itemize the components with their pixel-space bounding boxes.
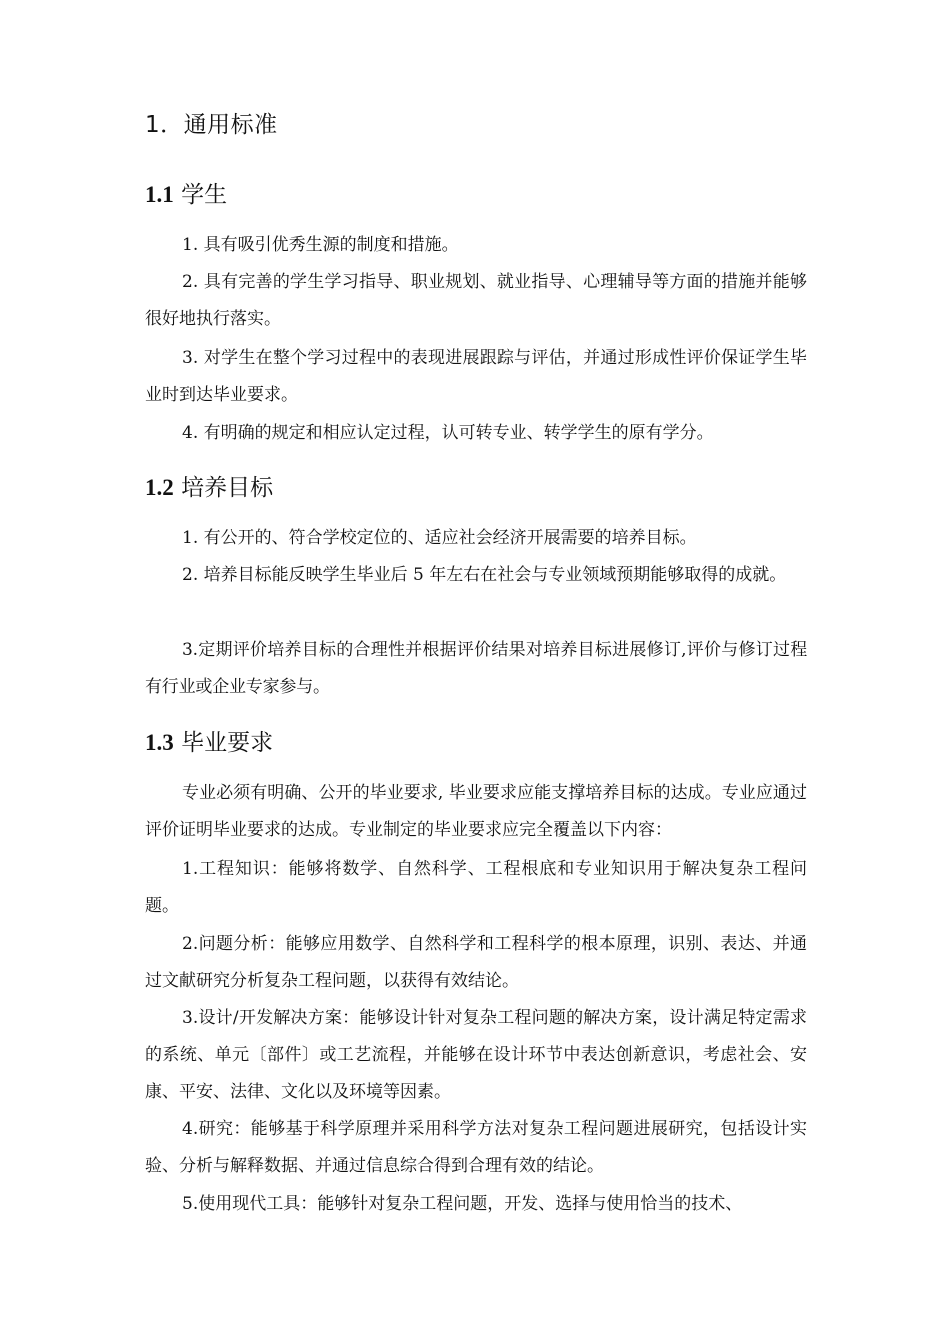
paragraph: 2. 具有完善的学生学习指导、职业规划、就业指导、心理辅导等方面的措施并能够很好地执行落实。 bbox=[145, 272, 807, 329]
paragraph: 3.设计/开发解决方案：能够设计针对复杂工程问题的解决方案，设计满足特定需求的系统、单元〔部件〕或工艺流程，并能够在设计环节中表达创新意识，考虑社会、安康、平安、法律、文化以及环境等因素。 bbox=[145, 1008, 807, 1102]
paragraph: 1.工程知识：能够将数学、自然科学、工程根底和专业知识用于解决复杂工程问题。 bbox=[145, 859, 807, 916]
paragraph: 2.问题分析：能够应用数学、自然科学和工程科学的根本原理，识别、表达、并通过文献研究分析复杂工程问题，以获得有效结论。 bbox=[145, 934, 807, 991]
section-number: 1.1 bbox=[145, 182, 174, 207]
paragraph: 4.研究：能够基于科学原理并采用科学方法对复杂工程问题进展研究，包括设计实验、分析与解释数据、并通过信息综合得到合理有效的结论。 bbox=[145, 1119, 807, 1176]
section-heading-students bbox=[145, 178, 227, 212]
section-title: 毕业要求 bbox=[181, 730, 274, 756]
section-heading-objectives bbox=[145, 471, 273, 505]
paragraph: 1. 有公开的、符合学校定位的、适应社会经济开展需要的培养目标。 bbox=[182, 528, 697, 548]
section-heading-graduation-requirements bbox=[145, 726, 273, 760]
paragraph: 5.使用现代工具：能够针对复杂工程问题，开发、选择与使用恰当的技术、 bbox=[182, 1194, 743, 1214]
page-title: 1．通用标准 bbox=[145, 112, 278, 138]
paragraph: 1. 具有吸引优秀生源的制度和措施。 bbox=[182, 235, 459, 255]
paragraph: 2. 培养目标能反映学生毕业后 5 年左右在社会与专业领域预期能够取得的成就。 bbox=[182, 565, 787, 585]
section-title: 学生 bbox=[181, 182, 228, 208]
section-title: 培养目标 bbox=[181, 475, 274, 501]
paragraph: 3.定期评价培养目标的合理性并根据评价结果对培养目标进展修订,评价与修订过程有行业或企业专家参与。 bbox=[145, 640, 807, 697]
section-number: 1.2 bbox=[145, 475, 174, 500]
paragraph: 4. 有明确的规定和相应认定过程，认可转专业、转学学生的原有学分。 bbox=[182, 423, 714, 443]
paragraph: 专业必须有明确、公开的毕业要求, 毕业要求应能支撑培养目标的达成。专业应通过评价证明毕业要求的达成。专业制定的毕业要求应完全覆盖以下内容： bbox=[145, 783, 807, 840]
paragraph: 3. 对学生在整个学习过程中的表现进展跟踪与评估，并通过形成性评价保证学生毕业时到达毕业要求。 bbox=[145, 348, 807, 405]
section-number: 1.3 bbox=[145, 730, 174, 755]
